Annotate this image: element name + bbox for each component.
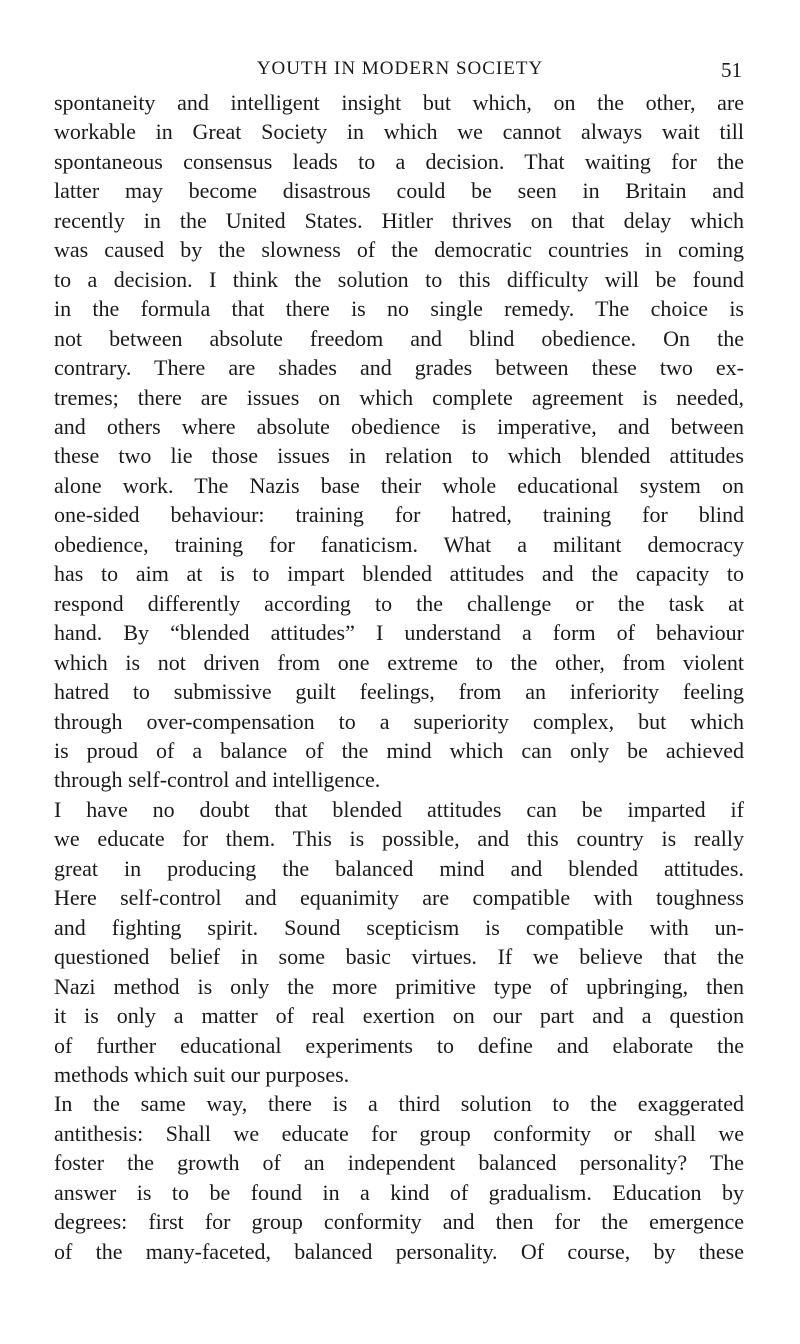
text-line: Nazi method is only the more primitive type of upbringing, then [54,973,744,999]
page-number: 51 [721,58,742,82]
text-line: which is not driven from one extreme to the other, from violent [54,649,744,675]
text-line: antithesis: Shall we educate for group conformity or shall we [54,1120,744,1146]
text-line: was caused by the slowness of the democratic countries in coming [54,237,744,263]
text-line: not between absolute freedom and blind obedience. On the [54,325,744,351]
text-line: obedience, training for fanaticism. What a militant democracy [54,531,744,557]
text-line: these two lie those issues in relation to which blended attitudes [54,443,744,469]
text-line: hand. By “blended attitudes” I understand a form of behaviour [54,620,744,646]
text-line: in the formula that there is no single remedy. The choice is [54,296,744,322]
running-head: YOUTH IN MODERN SOCIETY [256,58,544,79]
text-line: In the same way, there is a third solution to the exaggerated [54,1091,744,1117]
text-line: to a decision. I think the solution to this difficulty will be found [54,266,744,292]
text-line: contrary. There are shades and grades between these two ex- [54,355,744,381]
text-line: workable in Great Society in which we cannot always wait till [54,119,744,145]
text-line: hatred to submissive guilt feelings, from an inferiority feeling [54,679,744,705]
text-line: and fighting spirit. Sound scepticism is compatible with un- [54,914,744,940]
text-line: it is only a matter of real exertion on our part and a question [54,1003,744,1029]
text-line: great in producing the balanced mind and blended attitudes. [54,855,744,881]
page-header [54,58,746,90]
text-line: methods which suit our purposes. [54,1061,350,1087]
text-line: respond differently according to the challenge or the task at [54,590,744,616]
text-line: questioned belief in some basic virtues. If we believe that the [54,944,744,970]
text-line: answer is to be found in a kind of gradualism. Education by [54,1179,744,1205]
text-line: degrees: first for group conformity and then for the emergence [54,1209,744,1235]
text-line: Here self-control and equanimity are compatible with toughness [54,885,744,911]
text-line: alone work. The Nazis base their whole educational system on [54,472,744,498]
text-line: foster the growth of an independent balanced personality? The [54,1150,744,1176]
text-line: has to aim at is to impart blended attitudes and the capacity to [54,561,744,587]
text-line: recently in the United States. Hitler thrives on that delay which [54,207,744,233]
text-line: one-sided behaviour: training for hatred, training for blind [54,502,744,528]
text-line: I have no doubt that blended attitudes can be imparted if [54,796,744,822]
text-line: through self-control and intelligence. [54,767,381,793]
text-line: we educate for them. This is possible, and this country is really [54,826,744,852]
text-line: spontaneous consensus leads to a decision. That waiting for the [54,148,744,174]
text-line: and others where absolute obedience is imperative, and between [54,413,744,439]
text-line: is proud of a balance of the mind which can only be achieved [54,737,744,763]
text-line: tremes; there are issues on which complete agreement is needed, [54,384,744,410]
text-line: latter may become disastrous could be seen in Britain and [54,178,744,204]
text-line: spontaneity and intelligent insight but which, on the other, are [54,90,744,115]
body-text [54,88,744,1266]
text-line: of the many-faceted, balanced personality. Of course, by these [54,1238,744,1264]
text-line: of further educational experiments to define and elaborate the [54,1032,744,1058]
text-line: through over-compensation to a superiority complex, but which [54,708,744,734]
